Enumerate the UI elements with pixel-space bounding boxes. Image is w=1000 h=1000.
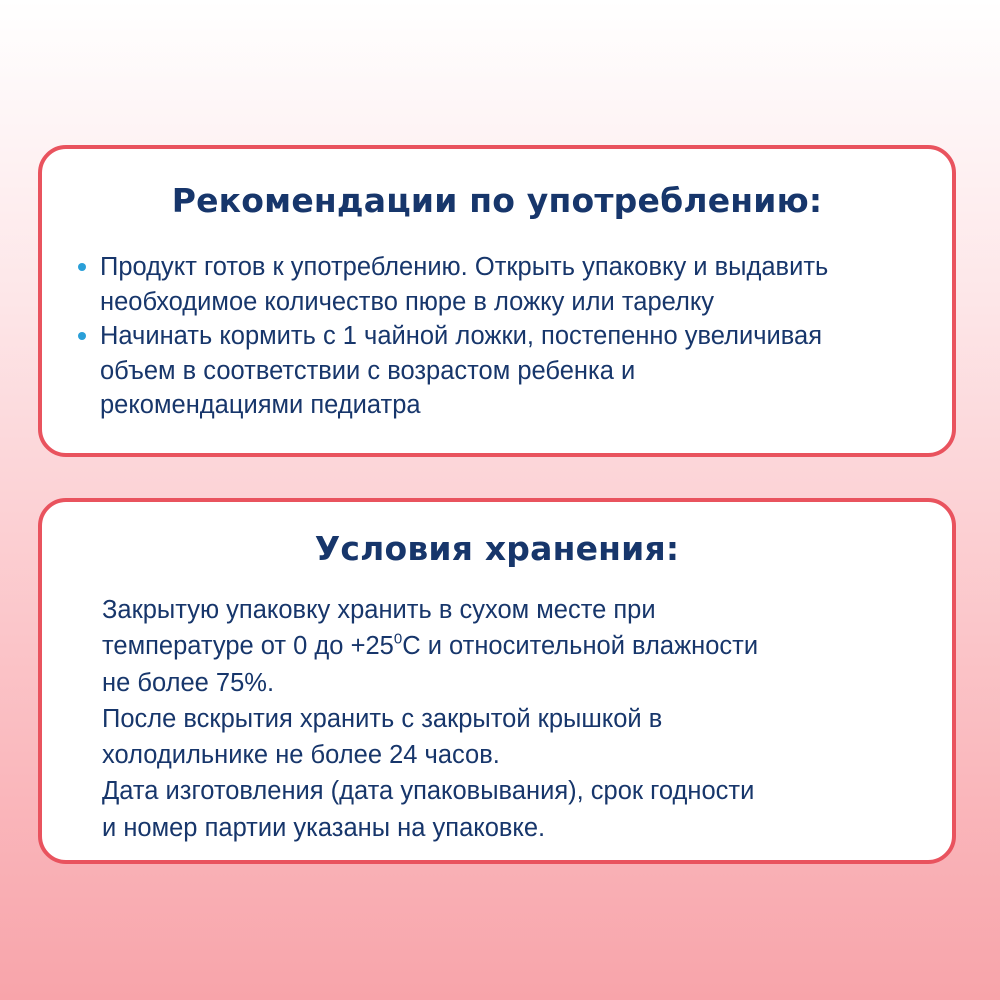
storage-card: [38, 498, 956, 864]
storage-title: Условия хранения:: [314, 529, 680, 568]
list-item-text: Продукт готов к употреблению. Открыть упаковку и выдавить необходимое количество пюре в ложку или тарелку: [100, 253, 829, 316]
bullet-dot-icon: [78, 263, 86, 271]
text-line: После вскрытия хранить с закрытой крышкой в: [102, 704, 663, 733]
list-item: [78, 250, 828, 319]
text-fragment: С и относительной влажности: [402, 632, 759, 661]
degree-mark: 0: [393, 630, 403, 648]
recommendations-title: Рекомендации по употреблению:: [171, 181, 823, 220]
recommendations-card: [38, 145, 956, 457]
text-fragment: температуре от 0 до +25: [102, 632, 394, 661]
bullet-dot-icon: [78, 332, 86, 340]
text-line: холодильнике не более 24 часов.: [102, 741, 500, 770]
storage-text: [102, 592, 758, 846]
text-line: и номер партии указаны на упаковке.: [102, 813, 546, 842]
list-item: [78, 319, 828, 423]
text-line: не более 75%.: [102, 668, 275, 697]
list-item-text: Начинать кормить с 1 чайной ложки, постепенно увеличивая объем в соответствии с возрастом ребенка и рекомендациями педиатра: [100, 322, 823, 419]
text-line: Дата изготовления (дата упаковывания), срок годности: [102, 777, 755, 806]
text-line-temperature: [102, 628, 758, 664]
text-line: Закрытую упаковку хранить в сухом месте при: [102, 596, 656, 624]
recommendations-list: [78, 250, 828, 423]
